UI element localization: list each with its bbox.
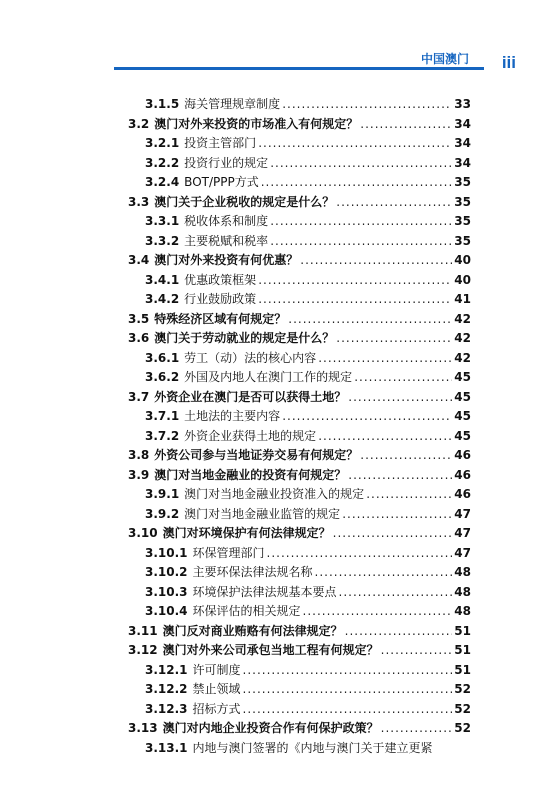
toc-entry-page: 51 — [454, 662, 471, 677]
toc-entry-page: 34 — [454, 136, 471, 150]
page-number: iii — [501, 53, 516, 72]
toc-entry-number: 3.6.1 — [145, 350, 180, 365]
toc-dot-leader — [348, 387, 452, 407]
toc-entry-number: 3.9.2 — [145, 506, 180, 521]
toc-entry[interactable] — [128, 192, 471, 212]
toc-entry-number: 3.9.1 — [145, 487, 180, 501]
toc-entry-page: 40 — [454, 272, 471, 287]
toc-entry-title: 澳门对当地金融业监管的规定 — [184, 506, 341, 521]
toc-entry-page: 41 — [454, 292, 471, 306]
toc-entry-number: 3.13 — [128, 721, 158, 735]
toc-dot-leader — [243, 699, 453, 719]
toc-dot-leader — [360, 445, 452, 465]
toc-dot-leader — [339, 582, 453, 602]
toc-dot-leader — [381, 640, 453, 660]
header-rule — [114, 67, 484, 70]
toc-entry-page: 42 — [454, 311, 471, 326]
toc-entry[interactable] — [145, 211, 471, 231]
toc-dot-leader — [336, 328, 452, 348]
toc-entry-title: 澳门对当地金融业的投资有何规定？ — [154, 467, 347, 482]
toc-entry-page: 35 — [454, 233, 471, 248]
toc-dot-leader — [300, 250, 452, 270]
toc-entry-title: 行业鼓励政策 — [184, 292, 257, 306]
toc-entry-page: 40 — [454, 253, 471, 267]
toc-entry-number: 3.13.1 — [145, 740, 188, 755]
toc-entry-page: 34 — [454, 116, 471, 131]
toc-entry-title: 外资企业在澳门是否可以获得土地？ — [154, 389, 347, 404]
toc-entry-number: 3.8 — [128, 448, 150, 462]
toc-entry-page: 35 — [454, 175, 471, 189]
toc-entry-page: 47 — [454, 506, 471, 521]
toc-entry-number: 3.6 — [128, 331, 150, 345]
toc-dot-leader — [258, 133, 452, 153]
toc-entry-title: 劳工（动）法的核心内容 — [184, 350, 317, 365]
toc-dot-leader — [303, 601, 453, 621]
toc-entry[interactable] — [128, 328, 471, 348]
toc-entry-number: 3.6.2 — [145, 370, 180, 384]
toc-entry-title: 投资主管部门 — [184, 136, 257, 150]
toc-dot-leader — [267, 543, 453, 563]
toc-entry-number: 3.2.2 — [145, 155, 180, 170]
toc-entry[interactable] — [145, 367, 471, 387]
toc-entry-number: 3.12.3 — [145, 701, 188, 716]
toc-entry-title: 澳门对当地金融业投资准入的规定 — [184, 487, 365, 501]
toc-entry-number: 3.10 — [128, 526, 158, 540]
toc-entry-page: 45 — [454, 389, 471, 404]
toc-entry-page: 42 — [454, 331, 471, 345]
toc-entry-page: 42 — [454, 350, 471, 365]
toc-entry-page: 48 — [454, 565, 471, 579]
toc-entry-number: 3.1.5 — [145, 97, 180, 111]
toc-dot-leader — [381, 718, 453, 738]
toc-dot-leader — [261, 172, 453, 192]
toc-entry[interactable] — [128, 523, 471, 543]
toc-dot-leader — [282, 406, 452, 426]
toc-entry-number: 3.3.2 — [145, 233, 180, 248]
toc-dot-leader — [354, 367, 452, 387]
toc-entry[interactable] — [145, 153, 471, 173]
toc-entry[interactable] — [145, 406, 471, 426]
toc-entry-number: 3.9 — [128, 467, 150, 482]
toc-entry[interactable] — [128, 114, 471, 134]
toc-dot-leader — [315, 562, 453, 582]
toc-entry-title: 投资行业的规定 — [184, 155, 269, 170]
toc-entry-title: 外资公司参与当地证券交易有何规定？ — [154, 448, 359, 462]
toc-entry-page: 48 — [454, 584, 471, 599]
toc-dot-leader — [318, 426, 452, 446]
toc-entry-number: 3.3.1 — [145, 214, 180, 228]
toc-entry-title: 澳门对内地企业投资合作有何保护政策？ — [162, 721, 379, 735]
toc-entry-number: 3.3 — [128, 194, 150, 209]
toc-entry-page: 46 — [454, 487, 471, 501]
toc-entry-page: 34 — [454, 155, 471, 170]
toc-entry-page: 51 — [454, 643, 471, 657]
toc-entry-number: 3.12.2 — [145, 682, 188, 696]
toc-entry-page: 52 — [454, 721, 471, 735]
toc-entry[interactable] — [145, 94, 471, 114]
toc-entry-title: 澳门对外来投资的市场准入有何规定？ — [154, 116, 359, 131]
toc-entry[interactable] — [128, 387, 471, 407]
toc-entry-number: 3.4 — [128, 253, 150, 267]
toc-entry[interactable] — [128, 621, 471, 641]
toc-entry-number: 3.12 — [128, 643, 158, 657]
toc-entry[interactable] — [145, 484, 471, 504]
toc-entry-title: 特殊经济区域有何规定？ — [154, 311, 287, 326]
toc-entry-number: 3.7.1 — [145, 409, 180, 423]
toc-entry-number: 3.12.1 — [145, 662, 188, 677]
toc-entry-page: 46 — [454, 448, 471, 462]
toc-entry-number: 3.10.4 — [145, 604, 188, 618]
toc-entry-page: 45 — [454, 370, 471, 384]
toc-entry[interactable] — [128, 718, 471, 738]
toc-dot-leader — [243, 679, 453, 699]
toc-dot-leader — [288, 309, 452, 329]
toc-entry-page: 52 — [454, 682, 471, 696]
toc-entry[interactable] — [145, 348, 471, 368]
toc-entry-title: 澳门关于劳动就业的规定是什么？ — [154, 331, 335, 345]
toc-entry[interactable] — [128, 465, 471, 485]
toc-entry-title: 禁止领域 — [192, 682, 241, 696]
toc-entry-number: 3.2 — [128, 116, 150, 131]
toc-entry[interactable] — [128, 445, 471, 465]
toc-entry-page: 35 — [454, 214, 471, 228]
toc-entry-number: 3.10.1 — [145, 545, 188, 560]
toc-entry-title: 招标方式 — [192, 701, 241, 716]
toc-entry-page: 47 — [454, 526, 471, 540]
toc-entry-title: 澳门对外来投资有何优惠？ — [154, 253, 299, 267]
toc-entry-number: 3.4.2 — [145, 292, 180, 306]
toc-entry[interactable] — [145, 679, 471, 699]
toc-entry-page: 51 — [454, 623, 471, 638]
toc-entry-title: 环保评估的相关规定 — [192, 604, 301, 618]
toc-entry-title: 环境保护法律法规基本要点 — [192, 584, 337, 599]
toc-entry-page: 46 — [454, 467, 471, 482]
running-header-title: 中国澳门 — [420, 52, 469, 66]
toc-entry[interactable] — [145, 582, 471, 602]
toc-entry-title: 澳门对外来公司承包当地工程有何规定？ — [162, 643, 379, 657]
toc-dot-leader — [258, 270, 452, 290]
toc-entry[interactable] — [145, 426, 471, 446]
toc-entry[interactable] — [145, 660, 471, 680]
toc-entry[interactable] — [145, 601, 471, 621]
toc-entry-title: BOT/PPP方式 — [184, 175, 259, 189]
toc-entry-number: 3.4.1 — [145, 272, 180, 287]
toc-dot-leader — [258, 289, 452, 309]
toc-entry-title: 内地与澳门签署的《内地与澳门关于建立更紧 — [192, 740, 433, 755]
toc-entry-title: 澳门关于企业税收的规定是什么？ — [154, 194, 335, 209]
toc-dot-leader — [318, 348, 452, 368]
toc-entry[interactable] — [145, 504, 471, 524]
toc-entry-number: 3.11 — [128, 623, 158, 638]
toc-entry-page: 45 — [454, 409, 471, 423]
toc-entry-number: 3.2.1 — [145, 136, 180, 150]
toc-entry[interactable] — [145, 543, 471, 563]
toc-entry-number: 3.7 — [128, 389, 150, 404]
toc-entry-title: 外资企业获得土地的规定 — [184, 428, 317, 443]
toc-entry[interactable] — [145, 270, 471, 290]
toc-dot-leader — [342, 504, 452, 524]
toc-dot-leader — [270, 153, 452, 173]
toc-entry-page: 52 — [454, 701, 471, 716]
toc-entry-page: 48 — [454, 604, 471, 618]
toc-entry-number: 3.5 — [128, 311, 150, 326]
toc-entry-title: 澳门对环境保护有何法律规定？ — [162, 526, 331, 540]
toc-entry-page: 45 — [454, 428, 471, 443]
toc-entry-page: 33 — [454, 97, 471, 111]
toc-entry[interactable] — [145, 231, 471, 251]
toc-entry[interactable] — [145, 133, 471, 153]
toc-entry-title: 主要环保法律法规名称 — [192, 565, 313, 579]
toc-dot-leader — [333, 523, 453, 543]
toc-entry-number: 3.2.4 — [145, 175, 180, 189]
toc-dot-leader — [360, 114, 452, 134]
toc-entry-title: 优惠政策框架 — [184, 272, 257, 287]
toc-entry[interactable] — [145, 172, 471, 192]
toc-entry-number: 3.10.3 — [145, 584, 188, 599]
toc-dot-leader — [348, 465, 452, 485]
toc-entry-title: 税收体系和制度 — [184, 214, 269, 228]
toc-entry[interactable] — [128, 309, 471, 329]
toc-entry-title: 海关管理规章制度 — [184, 97, 281, 111]
toc-entry-title: 土地法的主要内容 — [184, 409, 281, 423]
toc-entry[interactable] — [145, 289, 471, 309]
toc-dot-leader — [282, 94, 452, 114]
toc-entry-number: 3.10.2 — [145, 565, 188, 579]
toc-entry-page: 47 — [454, 545, 471, 560]
toc-entry[interactable] — [128, 250, 471, 270]
toc-dot-leader — [243, 660, 453, 680]
toc-dot-leader — [366, 484, 452, 504]
toc-dot-leader — [336, 192, 452, 212]
toc-dot-leader — [270, 211, 452, 231]
toc-entry-title: 环保管理部门 — [192, 545, 265, 560]
toc-entry-title: 澳门反对商业贿赂有何法律规定？ — [162, 623, 343, 638]
toc-entry-page: 35 — [454, 194, 471, 209]
toc-entry[interactable] — [145, 562, 471, 582]
toc-dot-leader — [345, 621, 453, 641]
toc-dot-leader — [270, 231, 452, 251]
toc-entry-number: 3.7.2 — [145, 428, 180, 443]
toc-entry[interactable] — [145, 738, 471, 758]
toc-entry-title: 许可制度 — [192, 662, 241, 677]
toc-entry-title: 外国及内地人在澳门工作的规定 — [184, 370, 353, 384]
toc-entry-title: 主要税赋和税率 — [184, 233, 269, 248]
toc-entry[interactable] — [128, 640, 471, 660]
toc-entry[interactable] — [145, 699, 471, 719]
